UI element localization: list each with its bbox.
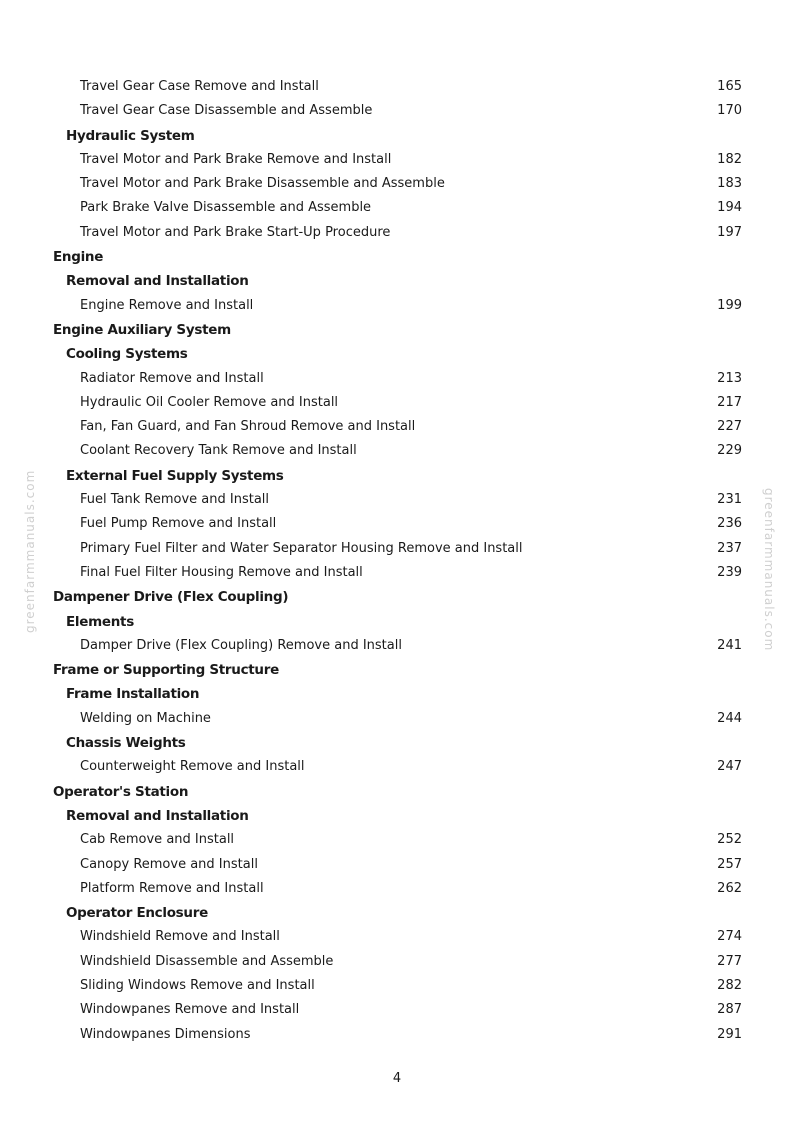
toc-subsection-heading [0, 124, 794, 148]
toc-entry-title: Fuel Pump Remove and Install [80, 516, 277, 532]
toc-entry[interactable] [0, 221, 794, 245]
toc-entry-page-number: 262 [717, 880, 742, 896]
toc-entry-page-number: 252 [717, 832, 742, 848]
toc-subsection-heading [0, 682, 794, 706]
toc-entry-title: Fuel Tank Remove and Install [80, 492, 270, 508]
toc-entry[interactable] [0, 99, 794, 123]
toc-entry-page-number: 182 [717, 151, 742, 167]
toc-entry-page-number: 194 [717, 200, 742, 216]
toc-entry-title: Windshield Disassemble and Assemble [80, 953, 334, 969]
toc-entry-page-number: 170 [717, 103, 742, 119]
toc-entry-page-number: 282 [717, 977, 742, 993]
toc-entry[interactable] [0, 561, 794, 585]
table-of-contents [0, 75, 794, 1047]
toc-entry-page-number: 165 [717, 79, 742, 94]
toc-entry-title: Hydraulic Oil Cooler Remove and Install [80, 394, 339, 410]
toc-entry[interactable] [0, 537, 794, 561]
toc-entry-page-number: 217 [717, 394, 742, 410]
toc-entry-title: Elements [66, 613, 134, 630]
toc-entry-title: Windowpanes Dimensions [80, 1026, 251, 1042]
toc-subsection-heading [0, 731, 794, 755]
toc-entry-page-number: 199 [717, 297, 742, 313]
toc-entry-title: Removal and Installation [66, 273, 249, 290]
toc-entry-title: Windowpanes Remove and Install [80, 1002, 300, 1018]
toc-entry-title: Travel Motor and Park Brake Disassemble and Assemble [80, 176, 445, 192]
toc-entry-title: Coolant Recovery Tank Remove and Install [80, 443, 357, 459]
toc-entry[interactable] [0, 998, 794, 1022]
toc-entry-title: Cab Remove and Install [80, 832, 235, 848]
toc-entry-title: Travel Motor and Park Brake Remove and Install [80, 151, 392, 167]
toc-entry-page-number: 291 [717, 1026, 742, 1042]
toc-entry[interactable] [0, 950, 794, 974]
toc-entry[interactable] [0, 707, 794, 731]
toc-subsection-heading [0, 464, 794, 488]
toc-entry[interactable] [0, 439, 794, 463]
toc-entry-title: Final Fuel Filter Housing Remove and Install [80, 564, 363, 580]
toc-entry[interactable] [0, 828, 794, 852]
toc-entry-page-number: 287 [717, 1002, 742, 1018]
toc-subsection-heading [0, 804, 794, 828]
toc-entry-title: Primary Fuel Filter and Water Separator Housing Remove and Install [80, 540, 523, 556]
toc-entry-page-number: 239 [717, 564, 742, 580]
toc-entry-page-number: 241 [717, 637, 742, 653]
toc-entry[interactable] [0, 488, 794, 512]
toc-section-heading [0, 245, 794, 269]
toc-entry-title: Canopy Remove and Install [80, 856, 258, 872]
toc-entry-title: Sliding Windows Remove and Install [80, 977, 315, 993]
toc-entry-title: Operator's Station [53, 783, 189, 800]
toc-entry-title: Chassis Weights [66, 735, 186, 752]
watermark-right: greenfarmmanuals.com [762, 488, 776, 652]
toc-entry[interactable] [0, 415, 794, 439]
toc-entry-title: Hydraulic System [66, 127, 195, 144]
toc-entry[interactable] [0, 196, 794, 220]
toc-entry[interactable] [0, 148, 794, 172]
toc-entry-page-number: 229 [717, 443, 742, 459]
toc-entry-title: Operator Enclosure [66, 905, 208, 922]
toc-entry-title: Fan, Fan Guard, and Fan Shroud Remove and Install [80, 419, 416, 435]
toc-entry[interactable] [0, 75, 794, 99]
toc-entry[interactable] [0, 853, 794, 877]
toc-entry-page-number: 277 [717, 953, 742, 969]
toc-entry-title: Windshield Remove and Install [80, 929, 280, 945]
toc-entry-title: Counterweight Remove and Install [80, 759, 305, 775]
toc-entry-title: Platform Remove and Install [80, 880, 264, 896]
toc-entry[interactable] [0, 634, 794, 658]
toc-entry-title: Dampener Drive (Flex Coupling) [53, 589, 289, 606]
toc-entry-page-number: 227 [717, 419, 742, 435]
toc-entry-page-number: 231 [717, 492, 742, 508]
toc-subsection-heading [0, 901, 794, 925]
watermark-left: greenfarmmanuals.com [23, 469, 37, 633]
toc-entry-title: Damper Drive (Flex Coupling) Remove and Install [80, 637, 402, 653]
toc-entry-page-number: 274 [717, 929, 742, 945]
toc-entry-page-number: 236 [717, 516, 742, 532]
toc-entry-title: Engine Remove and Install [80, 297, 254, 313]
toc-entry-title: Frame Installation [66, 686, 200, 703]
toc-entry-page-number: 237 [717, 540, 742, 556]
toc-entry[interactable] [0, 294, 794, 318]
toc-entry-title: Cooling Systems [66, 346, 188, 363]
toc-entry-title: Radiator Remove and Install [80, 370, 264, 386]
toc-entry[interactable] [0, 172, 794, 196]
toc-entry[interactable] [0, 512, 794, 536]
toc-section-heading [0, 658, 794, 682]
toc-entry-page-number: 257 [717, 856, 742, 872]
toc-entry-page-number: 213 [717, 370, 742, 386]
toc-entry-title: Park Brake Valve Disassemble and Assemble [80, 200, 372, 216]
toc-section-heading [0, 780, 794, 804]
toc-subsection-heading [0, 610, 794, 634]
toc-entry-page-number: 244 [717, 710, 742, 726]
toc-entry-page-number: 183 [717, 176, 742, 192]
toc-subsection-heading [0, 269, 794, 293]
toc-entry-title: Travel Gear Case Disassemble and Assemble [80, 103, 373, 119]
toc-section-heading [0, 318, 794, 342]
toc-entry-title: Engine Auxiliary System [53, 321, 231, 338]
toc-entry-page-number: 247 [717, 759, 742, 775]
toc-section-heading [0, 585, 794, 609]
toc-entry-title: External Fuel Supply Systems [66, 467, 284, 484]
toc-subsection-heading [0, 342, 794, 366]
toc-entry[interactable] [0, 755, 794, 779]
toc-entry-page-number: 197 [717, 224, 742, 240]
toc-entry-title: Travel Gear Case Remove and Install [80, 79, 319, 94]
toc-entry[interactable] [0, 391, 794, 415]
toc-entry-title: Welding on Machine [80, 710, 211, 726]
toc-entry[interactable] [0, 1023, 794, 1047]
toc-entry[interactable] [0, 974, 794, 998]
toc-entry-title: Engine [53, 249, 104, 266]
toc-entry-title: Frame or Supporting Structure [53, 662, 279, 679]
toc-entry[interactable] [0, 367, 794, 391]
page-number: 4 [392, 1071, 402, 1086]
toc-entry-title: Travel Motor and Park Brake Start-Up Procedure [80, 224, 391, 240]
toc-entry[interactable] [0, 877, 794, 901]
toc-entry[interactable] [0, 925, 794, 949]
toc-entry-title: Removal and Installation [66, 807, 249, 824]
